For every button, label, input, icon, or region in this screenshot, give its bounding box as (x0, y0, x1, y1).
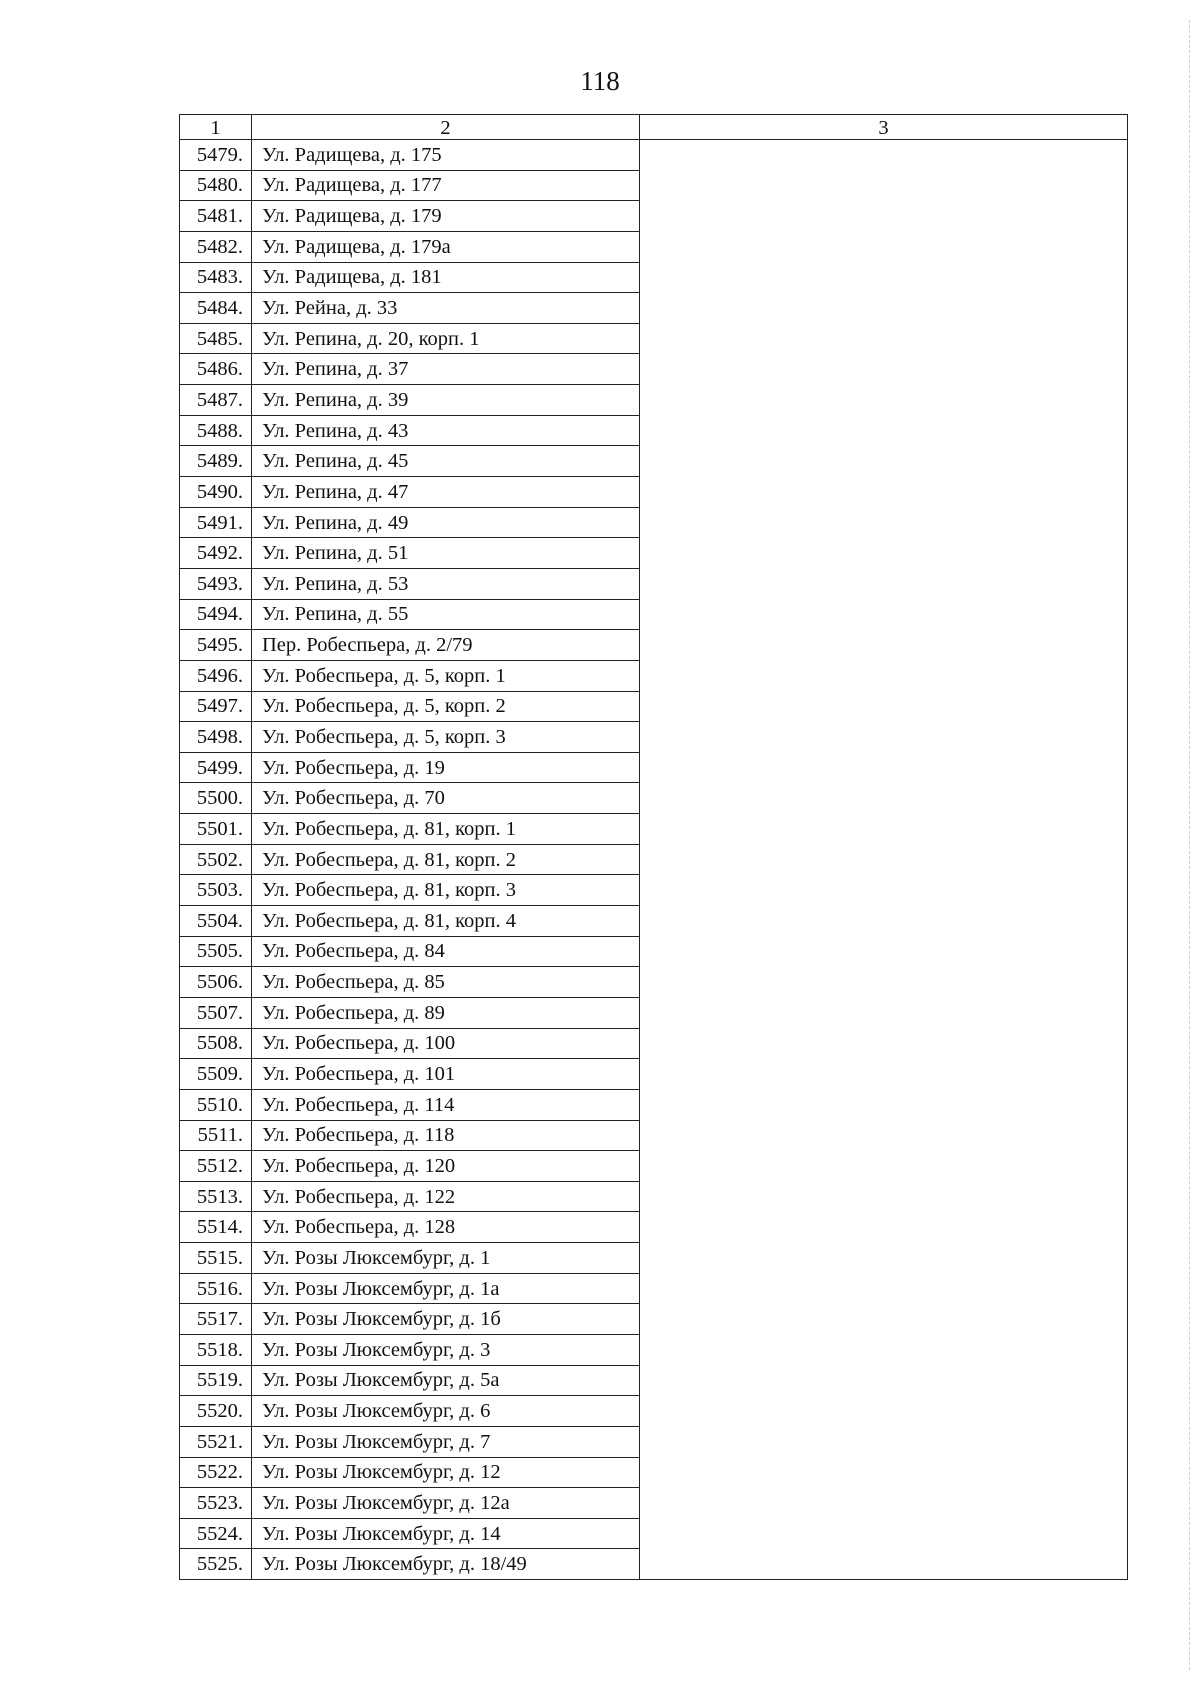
row-number-cell: 5486. (180, 354, 252, 385)
row-number-cell: 5495. (180, 630, 252, 661)
address-cell: Ул. Розы Люксембург, д. 14 (252, 1518, 640, 1549)
row-number-cell: 5511. (180, 1120, 252, 1151)
row-number-cell: 5523. (180, 1488, 252, 1519)
address-cell: Ул. Радищева, д. 179 (252, 201, 640, 232)
row-number-cell: 5494. (180, 599, 252, 630)
column-header-3: 3 (640, 115, 1128, 140)
address-cell: Ул. Робеспьера, д. 128 (252, 1212, 640, 1243)
address-cell: Ул. Робеспьера, д. 81, корп. 2 (252, 844, 640, 875)
row-number-cell: 5518. (180, 1334, 252, 1365)
address-cell: Ул. Робеспьера, д. 89 (252, 997, 640, 1028)
address-cell: Ул. Робеспьера, д. 5, корп. 3 (252, 722, 640, 753)
row-number-cell: 5485. (180, 323, 252, 354)
address-cell: Ул. Робеспьера, д. 5, корп. 1 (252, 660, 640, 691)
address-cell: Ул. Розы Люксембург, д. 1а (252, 1273, 640, 1304)
address-cell: Ул. Репина, д. 49 (252, 507, 640, 538)
address-cell: Ул. Робеспьера, д. 81, корп. 4 (252, 906, 640, 937)
address-cell: Ул. Робеспьера, д. 85 (252, 967, 640, 998)
row-number-cell: 5481. (180, 201, 252, 232)
row-number-cell: 5503. (180, 875, 252, 906)
address-cell: Ул. Репина, д. 53 (252, 568, 640, 599)
address-cell: Ул. Радищева, д. 175 (252, 140, 640, 171)
row-number-cell: 5514. (180, 1212, 252, 1243)
address-cell: Ул. Розы Люксембург, д. 5а (252, 1365, 640, 1396)
row-number-cell: 5496. (180, 660, 252, 691)
row-number-cell: 5479. (180, 140, 252, 171)
row-number-cell: 5493. (180, 568, 252, 599)
address-cell: Ул. Репина, д. 43 (252, 415, 640, 446)
address-cell: Ул. Розы Люксембург, д. 7 (252, 1426, 640, 1457)
row-number-cell: 5520. (180, 1396, 252, 1427)
row-number-cell: 5513. (180, 1181, 252, 1212)
row-number-cell: 5510. (180, 1089, 252, 1120)
address-cell: Ул. Репина, д. 20, корп. 1 (252, 323, 640, 354)
address-cell: Ул. Робеспьера, д. 122 (252, 1181, 640, 1212)
row-number-cell: 5516. (180, 1273, 252, 1304)
column-header-1: 1 (180, 115, 252, 140)
row-number-cell: 5515. (180, 1243, 252, 1274)
address-cell: Ул. Робеспьера, д. 114 (252, 1089, 640, 1120)
address-cell: Ул. Робеспьера, д. 81, корп. 3 (252, 875, 640, 906)
row-number-cell: 5501. (180, 814, 252, 845)
address-cell: Ул. Репина, д. 45 (252, 446, 640, 477)
row-number-cell: 5491. (180, 507, 252, 538)
address-cell: Ул. Розы Люксембург, д. 12 (252, 1457, 640, 1488)
row-number-cell: 5488. (180, 415, 252, 446)
address-cell: Ул. Розы Люксембург, д. 6 (252, 1396, 640, 1427)
address-cell: Ул. Репина, д. 51 (252, 538, 640, 569)
row-number-cell: 5483. (180, 262, 252, 293)
row-number-cell: 5499. (180, 752, 252, 783)
address-cell: Ул. Робеспьера, д. 19 (252, 752, 640, 783)
row-number-cell: 5517. (180, 1304, 252, 1335)
column-header-2: 2 (252, 115, 640, 140)
address-table (179, 114, 1128, 1580)
row-number-cell: 5497. (180, 691, 252, 722)
scan-edge-line (1189, 20, 1190, 1670)
address-cell: Ул. Робеспьера, д. 70 (252, 783, 640, 814)
table-row (180, 140, 1128, 171)
row-number-cell: 5504. (180, 906, 252, 937)
row-number-cell: 5507. (180, 997, 252, 1028)
address-cell: Ул. Робеспьера, д. 101 (252, 1059, 640, 1090)
address-cell: Ул. Робеспьера, д. 5, корп. 2 (252, 691, 640, 722)
header-row (180, 115, 1128, 140)
table-body (180, 140, 1128, 1580)
address-cell: Ул. Робеспьера, д. 81, корп. 1 (252, 814, 640, 845)
address-cell: Ул. Репина, д. 39 (252, 385, 640, 416)
row-number-cell: 5525. (180, 1549, 252, 1580)
address-cell: Ул. Репина, д. 37 (252, 354, 640, 385)
row-number-cell: 5498. (180, 722, 252, 753)
address-cell: Ул. Радищева, д. 181 (252, 262, 640, 293)
row-number-cell: 5482. (180, 231, 252, 262)
row-number-cell: 5487. (180, 385, 252, 416)
column-3-empty-cell (640, 140, 1128, 1580)
row-number-cell: 5509. (180, 1059, 252, 1090)
address-cell: Ул. Робеспьера, д. 118 (252, 1120, 640, 1151)
address-cell: Ул. Розы Люксембург, д. 1б (252, 1304, 640, 1335)
address-cell: Ул. Робеспьера, д. 120 (252, 1151, 640, 1182)
row-number-cell: 5505. (180, 936, 252, 967)
address-cell: Ул. Робеспьера, д. 100 (252, 1028, 640, 1059)
row-number-cell: 5502. (180, 844, 252, 875)
address-cell: Ул. Розы Люксембург, д. 3 (252, 1334, 640, 1365)
address-cell: Пер. Робеспьера, д. 2/79 (252, 630, 640, 661)
row-number-cell: 5484. (180, 293, 252, 324)
address-cell: Ул. Радищева, д. 179а (252, 231, 640, 262)
row-number-cell: 5508. (180, 1028, 252, 1059)
row-number-cell: 5480. (180, 170, 252, 201)
row-number-cell: 5490. (180, 477, 252, 508)
row-number-cell: 5524. (180, 1518, 252, 1549)
row-number-cell: 5512. (180, 1151, 252, 1182)
page-number: 118 (580, 66, 620, 96)
row-number-cell: 5506. (180, 967, 252, 998)
address-cell: Ул. Розы Люксембург, д. 12а (252, 1488, 640, 1519)
address-cell: Ул. Репина, д. 55 (252, 599, 640, 630)
address-cell: Ул. Розы Люксембург, д. 1 (252, 1243, 640, 1274)
row-number-cell: 5519. (180, 1365, 252, 1396)
row-number-cell: 5522. (180, 1457, 252, 1488)
row-number-cell: 5521. (180, 1426, 252, 1457)
address-cell: Ул. Репина, д. 47 (252, 477, 640, 508)
address-cell: Ул. Розы Люксембург, д. 18/49 (252, 1549, 640, 1580)
address-cell: Ул. Радищева, д. 177 (252, 170, 640, 201)
row-number-cell: 5500. (180, 783, 252, 814)
table-header (180, 115, 1128, 140)
address-cell: Ул. Рейна, д. 33 (252, 293, 640, 324)
row-number-cell: 5492. (180, 538, 252, 569)
row-number-cell: 5489. (180, 446, 252, 477)
address-cell: Ул. Робеспьера, д. 84 (252, 936, 640, 967)
